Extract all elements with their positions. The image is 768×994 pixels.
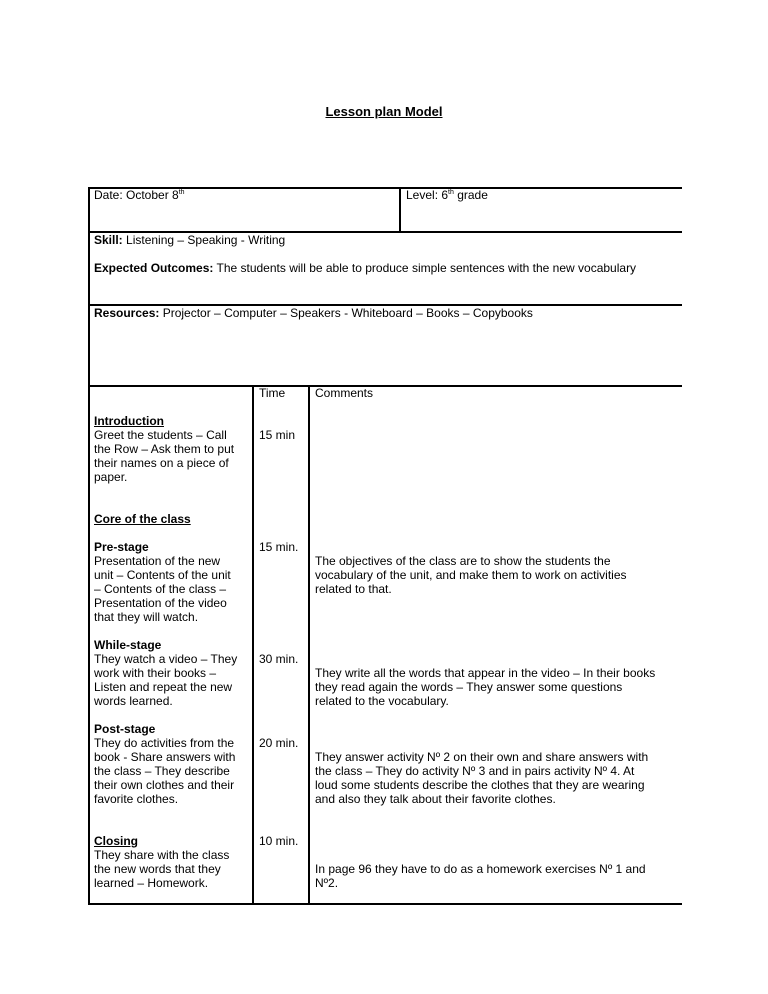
- stage-block: [94, 722, 235, 806]
- stage-heading: While-stage: [94, 638, 162, 652]
- stage-heading: Closing: [94, 834, 138, 848]
- comment-line: The objectives of the class are to show the students the: [315, 554, 611, 568]
- stage-time: 30 min.: [259, 652, 299, 666]
- stage-line: They watch a video – They: [94, 652, 238, 666]
- comments-column-header: Comments: [315, 386, 374, 400]
- stage-block: [94, 638, 237, 708]
- stage-line: work with their books –: [94, 666, 217, 680]
- stage-time: 15 min.: [259, 540, 299, 554]
- outcomes-line: [94, 261, 636, 275]
- stage-line: unit – Contents of the unit: [94, 568, 231, 582]
- comment-line: related to the vocabulary.: [315, 694, 449, 708]
- stage-line: Greet the students – Call: [94, 428, 227, 442]
- stage-line: favorite clothes.: [94, 792, 179, 806]
- stage-line: Listen and repeat the new: [94, 680, 233, 694]
- resources-label: Resources:: [94, 306, 160, 320]
- outcomes-value: The students will be able to produce simple sentences with the new vocabulary: [213, 261, 637, 275]
- level-cell: [406, 188, 488, 202]
- stage-line: learned – Homework.: [94, 876, 209, 890]
- date-suffix: th: [178, 189, 185, 196]
- level-label: Level: 6: [406, 188, 449, 202]
- stage-block: [94, 414, 234, 484]
- stage-line: the new words that they: [94, 862, 221, 876]
- stage-line: their own clothes and their: [94, 778, 235, 792]
- stage-time: 10 min.: [259, 834, 299, 848]
- resources-value: Projector – Computer – Speakers - Whiteboard – Books – Copybooks: [159, 306, 533, 320]
- core-heading: Core of the class: [94, 512, 191, 526]
- date-cell: [94, 188, 185, 202]
- stage-comments: [315, 750, 648, 806]
- stage-block: [94, 834, 229, 890]
- table-border-left: [88, 187, 90, 905]
- comment-line: vocabulary of the unit, and make them to work on activities: [315, 568, 627, 582]
- stage-heading: Pre-stage: [94, 540, 149, 554]
- stage-line: They share with the class: [94, 848, 230, 862]
- stage-line: – Contents of the class –: [94, 582, 227, 596]
- stage-line: Presentation of the new: [94, 554, 221, 568]
- stage-time: 20 min.: [259, 736, 299, 750]
- comment-line: related to that.: [315, 582, 392, 596]
- date-label: Date: October 8: [94, 188, 179, 202]
- time-column-divider: [252, 385, 254, 905]
- outcomes-label: Expected Outcomes:: [94, 261, 214, 275]
- skill-label: Skill:: [94, 233, 123, 247]
- stage-comments: [315, 666, 655, 708]
- comment-line: they read again the words – They answer some questions: [315, 680, 623, 694]
- stage-line: words learned.: [94, 694, 173, 708]
- page-title: Lesson plan Model: [325, 104, 443, 119]
- stage-block: [94, 540, 231, 624]
- comment-line: In page 96 they have to do as a homework exercises Nº 1 and: [315, 862, 646, 876]
- comment-line: loud some students describe the clothes that they are wearing: [315, 778, 645, 792]
- stage-line: They do activities from the: [94, 736, 235, 750]
- stage-time: 15 min: [259, 428, 296, 442]
- comments-column-divider: [308, 385, 310, 905]
- comment-line: and also they talk about their favorite clothes.: [315, 792, 556, 806]
- stage-line: that they will watch.: [94, 610, 199, 624]
- table-border-bottom: [88, 903, 682, 905]
- comment-line: They write all the words that appear in the video – In their books: [315, 666, 656, 680]
- stage-line: the class – They describe: [94, 764, 230, 778]
- skill-value: Listening – Speaking - Writing: [122, 233, 286, 247]
- stage-line: Presentation of the video: [94, 596, 227, 610]
- resources-line: [94, 306, 533, 320]
- comment-line: They answer activity Nº 2 on their own and share answers with: [315, 750, 649, 764]
- skill-line: [94, 233, 285, 247]
- comment-line: the class – They do activity Nº 3 and in pairs activity Nº 4. At: [315, 764, 635, 778]
- stage-comments: [315, 862, 646, 890]
- header-divider: [399, 187, 401, 233]
- level-suffix: th: [448, 189, 454, 196]
- stage-line: paper.: [94, 470, 128, 484]
- stage-line: the Row – Ask them to put: [94, 442, 235, 456]
- comment-line: Nº2.: [315, 876, 339, 890]
- stage-heading: Introduction: [94, 414, 164, 428]
- level-rest: grade: [453, 188, 488, 202]
- time-column-header: Time: [259, 386, 286, 400]
- stage-heading: Post-stage: [94, 722, 156, 736]
- stage-line: their names on a piece of: [94, 456, 229, 470]
- stage-line: book - Share answers with: [94, 750, 236, 764]
- stage-comments: [315, 554, 627, 596]
- table-border-row3: [88, 385, 682, 387]
